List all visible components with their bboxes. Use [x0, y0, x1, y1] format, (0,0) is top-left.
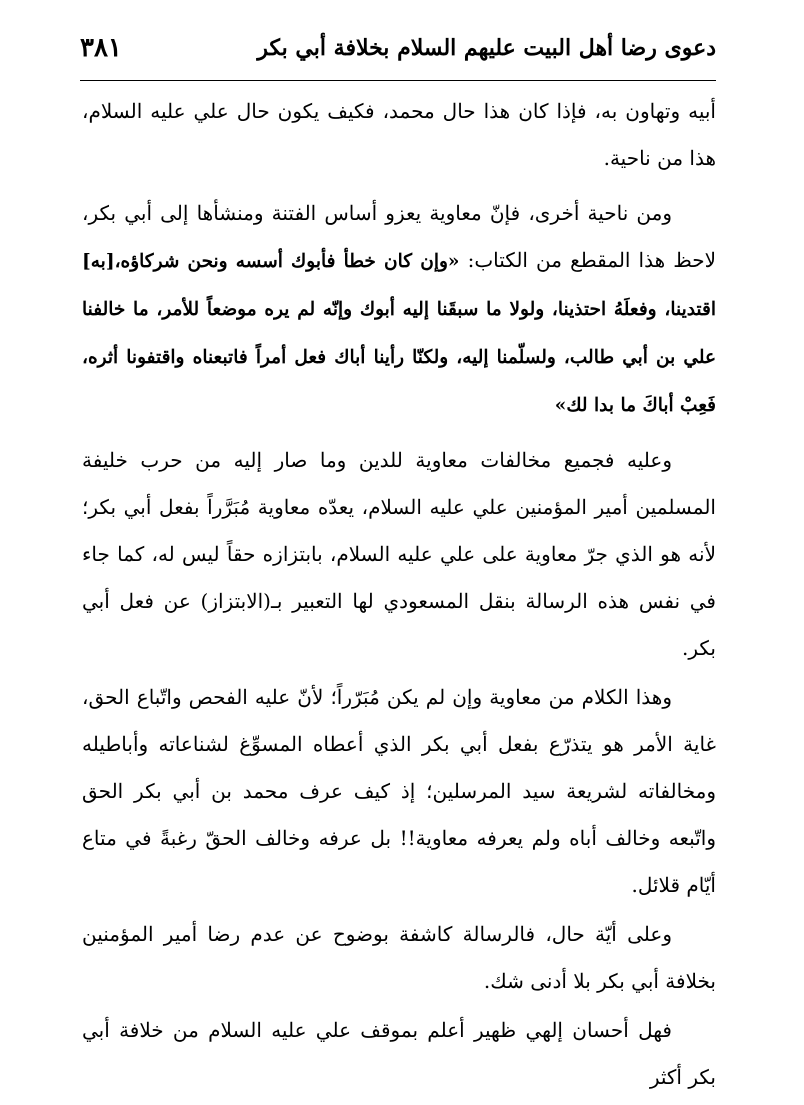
- paragraph-text-block: [82, 674, 716, 909]
- body-text: [82, 88, 716, 1101]
- paragraph-text: وعليه فجميع مخالفات معاوية للدين وما صار إليه من حرب خليفة المسلمين أمير المؤمنين علي عليه السلام، يعدّه معاوية مُبَرَّراً بفعل أبي بكر؛ لأنه هو الذي جرّ معاوية على علي عليه السلام، بابتزازه حقاً ليس له، كما جاء في نفس هذه الرسالة بنقل المسعودي لها التعبير بـ(الابتزاز) عن فعل أبي بكر.: [82, 448, 716, 660]
- page-number: ٣٨١: [80, 33, 122, 63]
- paragraph-text-block: [82, 437, 716, 672]
- paragraph-text: وهذا الكلام من معاوية وإن لم يكن مُبَرّراً؛ لأنّ عليه الفحص واتّباع الحق، غاية الأمر هو يتذرّع بفعل أبي بكر الذي أعطاه المسوِّغ لشناعاته وأباطيله ومخالفاته لشريعة سيد المرسلين؛ إذ كيف عرف محمد بن أبي بكر الحق واتّبعه وخالف أباه ولم يعرفه معاوية!! بل عرفه وخالف الحقّ رغبةً في متاع أيّام قلائل.: [82, 685, 716, 897]
- header-divider: [80, 80, 716, 81]
- paragraph-text-block: [82, 911, 716, 1005]
- quoted-letter: «وإن كان خطأ فأبوك أسسه ونحن شركاؤه،[به] اقتدينا، وفعلَهُ احتذينا، ولولا ما سبقَنا إليه أبوك وإنّه لم يره موضعاً للأمر، ما خالفنا علي بن أبي طالب، ولسلّمنا إليه، ولكنّا رأينا أباك فعل أمراً فاتبعناه واقتفونا أثره، فَعِبْ أباكَ ما بدا لك»: [82, 251, 716, 416]
- paragraph-text: وعلى أيّة حال، فالرسالة كاشفة بوضوح عن عدم رضا أمير المؤمنين بخلافة أبي بكر بلا أدنى شك.: [82, 922, 716, 993]
- chapter-title: دعوى رضا أهل البيت عليهم السلام بخلافة أبي بكر: [257, 35, 716, 61]
- paragraph-intro: ومن ناحية أخرى، فإنّ معاوية يعزو أساس الفتنة ومنشأها إلى أبي بكر، لاحظ هذا المقطع من الكتاب:: [82, 201, 717, 272]
- running-header: [80, 22, 716, 74]
- paragraph-text: أبيه وتهاون به، فإذا كان هذا حال محمد، فكيف يكون حال علي عليه السلام، هذا من ناحية.: [82, 99, 716, 170]
- paragraph-continuation: [82, 88, 716, 182]
- paragraph-muawiya-letter: [82, 190, 716, 429]
- paragraph-text-block: [82, 1007, 716, 1101]
- paragraph-text: فهل أحسان إلهي ظهير أعلم بموقف علي عليه السلام من خلافة أبي بكر أكثر: [82, 1018, 716, 1089]
